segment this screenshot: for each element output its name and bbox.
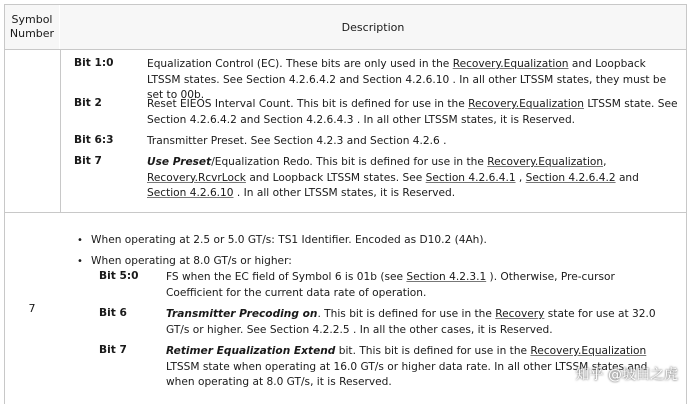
description-text: and Loopback LTSSM states. See <box>245 171 426 184</box>
description-text: ). Otherwise, Pre-cursor Coefficient for the current data rate of operation. <box>166 271 615 299</box>
description-text: and Loopback LTSSM states. See Section 4.2.6.4.2 and Section 4.2.6.10 . In all other LTSSM states, they must be set to 00b. <box>147 58 667 101</box>
row6-bit-label: Bit 1:0 <box>74 57 114 69</box>
section-reference: Recovery.Equalization <box>468 98 584 110</box>
field-name: Transmitter Precoding on <box>166 308 318 320</box>
section-reference: Section 4.2.6.4.2 <box>525 171 616 184</box>
symbol-table <box>4 4 687 404</box>
row7-bit-label: Bit 6 <box>99 307 127 319</box>
row7-bit-description <box>166 307 661 338</box>
description-text: , <box>603 156 607 168</box>
description-text: , <box>515 171 526 184</box>
row7-bullet: • When operating at 8.0 GT/s or higher: <box>91 254 292 269</box>
section-reference: Section 4.2.6.10 <box>147 187 234 199</box>
description-text: Transmitter Preset. See Section 4.2.3 and Section 4.2.6 . <box>147 135 447 147</box>
section-reference: Recovery.Equalization <box>452 58 569 70</box>
row7-bit-description <box>166 270 661 301</box>
row-divider <box>4 212 687 213</box>
section-reference: Recovery <box>495 308 545 320</box>
description-text: LTSSM state when operating at 16.0 GT/s or higher data rate. In all other LTSSM states and when operating at 8.0 GT/s, it is Reserved. <box>166 360 648 388</box>
row7-bullet: • When operating at 2.5 or 5.0 GT/s: TS1 Identifier. Encoded as D10.2 (4Ah). <box>91 233 487 248</box>
description-text: /Equalization Redo. This bit is defined for use in the <box>211 156 488 168</box>
description-text: state for use at 32.0 GT/s or higher. See Section 4.2.2.5 . In all the other cases, it is Reserved. <box>166 308 656 336</box>
field-name: Retimer Equalization Extend <box>166 345 336 357</box>
section-reference: Section 4.2.6.4.1 <box>425 171 516 184</box>
section-reference: Recovery.Equalization <box>530 345 647 357</box>
table-border-left <box>4 4 5 404</box>
row7-symbol-number: 7 <box>28 302 36 315</box>
field-name: Use Preset <box>147 156 212 168</box>
row7-bit-label: Bit 5:0 <box>99 270 139 282</box>
section-reference: Recovery.RcvrLock <box>147 171 246 184</box>
watermark: 知乎 @坡田之虎 <box>575 367 678 383</box>
table-border-right <box>686 4 687 404</box>
row6-bit-description <box>147 97 681 128</box>
description-text: . In all other LTSSM states, it is Reserved. <box>233 187 456 199</box>
description-text: Equalization Control (EC). These bits are only used in the <box>147 58 453 70</box>
description-text: . This bit is defined for use in the <box>317 308 496 320</box>
description-text: FS when the EC field of Symbol 6 is 01b (see <box>166 271 407 283</box>
row6-bit-label: Bit 7 <box>74 155 102 167</box>
section-reference: Recovery.Equalization <box>487 156 604 168</box>
description-text: LTSSM state. See Section 4.2.6.4.2 and Section 4.2.6.4.3 . In all other LTSSM states, it is Reserved. <box>147 98 678 126</box>
row7-bit-label: Bit 7 <box>99 344 127 356</box>
row6-bit-label: Bit 2 <box>74 97 102 109</box>
description-text: bit. This bit is defined for use in the <box>335 345 531 357</box>
row6-bit-description <box>147 155 681 202</box>
row6-bit-label: Bit 6:3 <box>74 134 114 146</box>
header-description: Description <box>60 5 686 49</box>
row6-bit-description <box>147 134 681 150</box>
description-text: Reset EIEOS Interval Count. This bit is defined for use in the <box>147 98 469 110</box>
header-symbol-number: Symbol Number <box>5 5 59 49</box>
section-reference: Section 4.2.3.1 <box>406 271 487 283</box>
description-text: and <box>615 171 639 184</box>
header-divider <box>4 49 687 50</box>
